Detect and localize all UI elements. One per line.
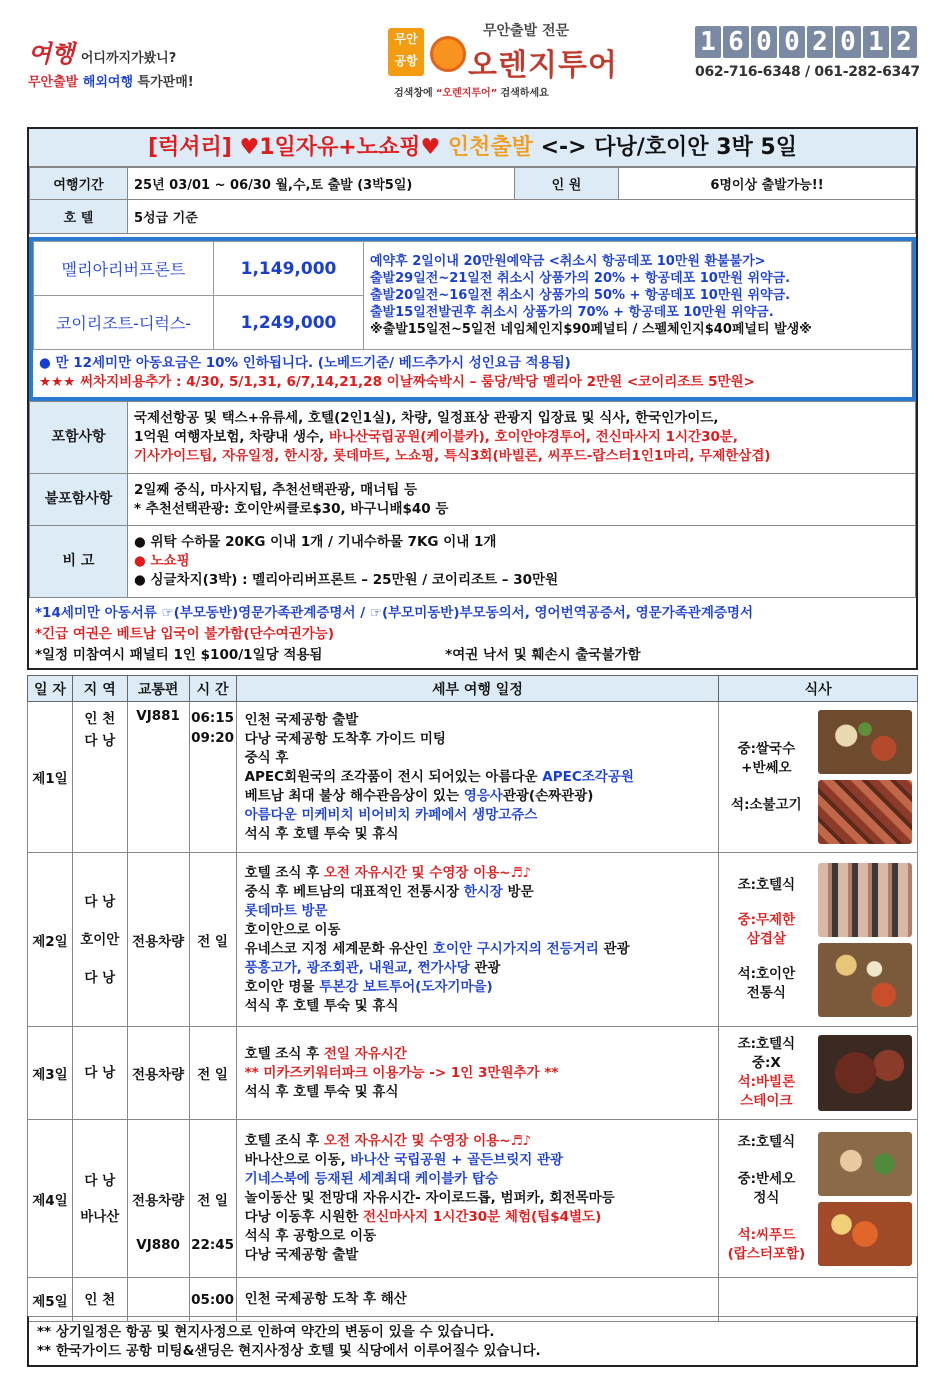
plan-line xyxy=(245,787,711,806)
itinerary-note: ** 한국가이드 공항 미팅&샌딩은 현지사정상 호텔 및 식당에서 이루어질수 있습니다. xyxy=(37,1343,541,1359)
plan-text: 관광(손짜관광) xyxy=(502,787,594,804)
transport-type: 전용차량 xyxy=(132,1192,185,1209)
food-photo xyxy=(818,1132,912,1196)
time: 전 일 xyxy=(197,1192,228,1209)
remarks-items xyxy=(128,526,916,598)
plan-highlight: 전일 자유시간 xyxy=(323,1045,407,1062)
hotel-name-melia: 멜리아리버프론트 xyxy=(34,242,214,296)
food-photo xyxy=(818,710,912,774)
food-photo xyxy=(818,780,912,844)
plan-line: 다낭 국제공항 도착후 가이드 미팅 xyxy=(244,730,446,747)
people-label: 인 원 xyxy=(515,168,619,200)
included-highlight: 바나산국립공원(케이블카), 호이안야경투어, 전신마사지 1시간30분, xyxy=(328,429,739,445)
plan-line xyxy=(245,959,711,978)
bullet-icon: ● xyxy=(134,553,146,569)
food-photo xyxy=(818,943,912,1017)
plan-highlight: 오전 자유시간 및 수영장 이용~♬♪ xyxy=(323,864,532,881)
cancellation-policy xyxy=(364,242,912,350)
plan-text: 호텔 조식 후 xyxy=(244,1133,324,1149)
penalty-note-row xyxy=(35,645,753,666)
cancel-note: 예약후 2일이내 20만원예약금 <취소시 항공데포 10만원 환불불가> xyxy=(370,254,766,269)
document-notes xyxy=(35,603,753,666)
plan-highlight: 투본강 보트투어(도자기마을) xyxy=(319,978,493,995)
food-photo xyxy=(818,1202,912,1266)
promo-overseas: 해외여행 xyxy=(82,75,133,90)
day-plan xyxy=(236,853,719,1027)
region: 다 낭 xyxy=(84,1172,116,1189)
page-header xyxy=(0,0,938,118)
plan-text: 바나산으로 이동, xyxy=(244,1152,351,1168)
plan-line xyxy=(245,1208,711,1227)
main-phone-number xyxy=(695,26,920,58)
food-photo xyxy=(818,1035,912,1111)
plan-text: 방문 xyxy=(502,883,534,900)
child-discount-note: ● 만 12세미만 아동요금은 10% 인하됩니다. (노베드기준/ 베드추가시 성인요금 적용됨) xyxy=(39,355,571,371)
meal: 스테이크 xyxy=(740,1093,793,1109)
col-itinerary: 세부 여행 일정 xyxy=(236,676,719,702)
meal: 조:호텔식 xyxy=(737,1134,796,1150)
flight-number: VJ880 xyxy=(136,1236,180,1253)
meal: 중:쌀국수 xyxy=(737,740,796,757)
price-koi: 1,249,000 xyxy=(214,296,364,350)
meal: 석:호이안 xyxy=(737,966,796,982)
surcharge-text: 써차지비용추가 : 4/30, 5/1,31, 6/7,14,21,28 이날짜숙박시 – 룸당/박당 멜리아 2만원 <코이리조트 5만원> xyxy=(75,374,755,390)
plan-line xyxy=(245,940,711,959)
promo-line xyxy=(28,71,258,90)
promo-muan: 무안출발 xyxy=(28,75,79,90)
passport-damage-note: *여권 낙서 및 훼손시 출국불가함 xyxy=(445,647,641,663)
day-meals xyxy=(719,702,814,853)
region: 다 낭 xyxy=(72,1027,127,1120)
col-meals: 식사 xyxy=(719,676,918,702)
col-day: 일 자 xyxy=(28,676,73,702)
day-meals xyxy=(719,1278,814,1322)
itinerary-note: ** 상기일정은 항공 및 현지사정으로 인하여 약간의 변동이 있을 수 있습니다. xyxy=(37,1324,495,1340)
plan-line: 석식 후 호텔 투숙 및 휴식 xyxy=(244,997,399,1014)
meal-photos xyxy=(813,702,917,853)
orange-icon xyxy=(430,36,466,72)
hotel-label: 호 텔 xyxy=(30,200,128,234)
day-regions xyxy=(72,853,127,1027)
day-meals xyxy=(719,1027,814,1120)
itinerary-row-day4 xyxy=(28,1120,918,1278)
plan-line xyxy=(245,768,711,787)
meal-photos xyxy=(813,1278,917,1322)
detail-table xyxy=(29,401,916,598)
cancel-note: 출발20일전~16일전 취소시 상품가의 50% + 항공데포 10만원 위약금. xyxy=(370,288,791,303)
plan-text: 유네스코 지정 세계문화 유산인 xyxy=(244,940,433,957)
time: 05:00 xyxy=(189,1278,236,1322)
region: 다 낭 xyxy=(84,733,116,749)
meal: 석:소불고기 xyxy=(731,796,802,813)
region: 인 천 xyxy=(84,711,116,727)
remark-luggage: ● 위탁 수하물 20KG 이내 1개 / 기내수하물 7KG 이내 1개 xyxy=(134,534,497,550)
flight-number: VJ881 xyxy=(127,702,189,853)
slogan-script: 여행 xyxy=(28,39,75,68)
period-value: 25년 03/01 ~ 06/30 월,수,토 출발 (3박5일) xyxy=(128,168,515,200)
plan-text: 베트남 최대 불상 해수관음상이 있는 xyxy=(244,787,464,804)
food-photo xyxy=(818,863,912,937)
included-line xyxy=(134,428,909,447)
day-times xyxy=(189,702,236,853)
package-title xyxy=(29,129,916,167)
logo-tagline: 무안출발 전문 xyxy=(483,23,570,39)
child-and-surcharge xyxy=(33,350,912,392)
penalty-note: *일정 미참여시 패널티 1인 $100/1일당 적용됨 xyxy=(35,647,323,663)
meal: 석:바빌론 xyxy=(737,1074,796,1090)
plan-highlight: APEC조각공원 xyxy=(542,768,634,785)
region: 호이안 xyxy=(80,931,120,948)
phone-digit: 2 xyxy=(807,26,833,58)
cancel-note: 출발29일전~21일전 취소시 상품가의 20% + 항공데포 10만원 위약금. xyxy=(370,271,791,286)
plan-line: 다낭 국제공항 출발 xyxy=(244,1247,359,1263)
cancel-note: ※출발15일전~5일전 네임체인지$90페널티 / 스펠체인지$40페널티 발생※ xyxy=(370,322,812,337)
col-region: 지 역 xyxy=(72,676,127,702)
excluded-line: * 추천선택관광: 호이안씨클로$30, 바구니배$40 등 xyxy=(134,500,449,517)
phone-digit: 1 xyxy=(863,26,889,58)
included-line: 기사가이드팁, 자유일정, 한시장, 롯데마트, 노쇼핑, 특식3회(바빌론, 씨푸드-랍스터1인1마리, 무제한삼겹) xyxy=(134,448,771,464)
itinerary-row-day1 xyxy=(28,702,918,853)
itinerary-table xyxy=(27,675,918,1322)
no-shopping-text: 노쇼핑 xyxy=(145,553,190,569)
title-departure: 인천출발 xyxy=(447,135,533,160)
star-icon: ★★★ xyxy=(39,374,76,390)
hotel-value: 5성급 기준 xyxy=(128,200,916,234)
phone-digit: 1 xyxy=(695,26,721,58)
remark-single-charge: ● 싱글차지(3박) : 멜리아리버프론트 – 25만원 / 코이리조트 – 30만원 xyxy=(134,572,559,588)
itinerary-row-day5 xyxy=(28,1278,918,1322)
time: 전 일 xyxy=(189,853,236,1027)
search-hint-pre: 검색창에 xyxy=(394,88,433,99)
plan-line xyxy=(245,978,711,997)
region: 다 낭 xyxy=(84,969,116,986)
promo-special: 특가판매! xyxy=(137,75,194,90)
plan-line xyxy=(245,883,711,902)
meal: 중:X xyxy=(751,1055,781,1071)
col-transport: 교통편 xyxy=(127,676,189,702)
transport-type: 전용차량 xyxy=(127,853,189,1027)
title-luxury: [럭셔리] ♥1일자유+노쇼핑♥ xyxy=(148,135,441,160)
excluded-line: 2일째 중식, 마사지팁, 추천선택관광, 매너팁 등 xyxy=(134,481,418,498)
day-meals xyxy=(719,1120,814,1278)
search-hint xyxy=(394,84,549,99)
day-label: 제2일 xyxy=(28,853,73,1027)
meal: (랍스터포함) xyxy=(727,1246,806,1262)
price-box xyxy=(29,237,916,401)
remarks-label: 비 고 xyxy=(30,526,128,598)
plan-line: 롯데마트 방문 xyxy=(244,902,328,919)
plan-text: 관광 xyxy=(598,940,630,957)
plan-line: 기네스북에 등재된 세계최대 케이블카 탑승 xyxy=(244,1171,499,1187)
phone-digit: 0 xyxy=(779,26,805,58)
plan-line: ** 미카즈키워터파크 이용가능 -> 1인 3만원추가 ** xyxy=(244,1064,559,1081)
itinerary-row-day2 xyxy=(28,853,918,1027)
day-meals xyxy=(719,853,814,1027)
included-items xyxy=(128,402,916,474)
price-table xyxy=(33,241,912,350)
day-plan: 인천 국제공항 도착 후 해산 xyxy=(236,1278,719,1322)
search-hint-post: 검색하세요 xyxy=(500,88,549,99)
plan-line: 석식 후 호텔 투숙 및 휴식 xyxy=(244,825,399,842)
cancel-note: 출발15일전발권후 취소시 상품가의 70% + 항공데포 10만원 위약금. xyxy=(370,305,774,320)
day-regions xyxy=(72,702,127,853)
phone-digit: 6 xyxy=(723,26,749,58)
plan-line: 놀이동산 및 전망대 자유시간- 자이로드롭, 범퍼카, 회전목마등 xyxy=(244,1190,615,1206)
plan-line xyxy=(245,1151,711,1170)
meal: 삼겹살 xyxy=(746,931,786,947)
transport-empty xyxy=(127,1278,189,1322)
muan-airport-badge: 무안 공항 xyxy=(388,28,424,76)
phone-digit: 0 xyxy=(835,26,861,58)
plan-text: 관광 xyxy=(469,959,501,976)
day-times xyxy=(189,1120,236,1278)
time: 09:20 xyxy=(191,730,235,746)
transport-type: 전용차량 xyxy=(127,1027,189,1120)
info-table xyxy=(29,167,916,234)
orange-tour-logo xyxy=(388,20,628,100)
plan-highlight: 한시장 xyxy=(463,883,503,900)
plan-highlight: 전신마사지 1시간30분 체험(팁$4별도) xyxy=(363,1209,602,1225)
package-summary xyxy=(27,127,918,670)
plan-text: APEC회원국의 조각품이 전시 되어있는 아름다운 xyxy=(244,768,543,785)
plan-text: 다낭 이동후 시원한 xyxy=(244,1209,364,1225)
phone-digit: 0 xyxy=(751,26,777,58)
col-time: 시 간 xyxy=(189,676,236,702)
day-regions xyxy=(72,1120,127,1278)
plan-highlight: 호이안 구시가지의 전등거리 xyxy=(432,940,599,957)
day-plan xyxy=(236,1120,719,1278)
meal: 조:호텔식 xyxy=(737,877,796,893)
meal-photos xyxy=(813,853,917,1027)
included-text: 1억원 여행자보험, 차량내 생수, xyxy=(134,429,329,445)
day-label: 제4일 xyxy=(28,1120,73,1278)
meal: 중:반세오 xyxy=(737,1171,796,1187)
plan-highlight: 바나산 국립공원 + 골든브릿지 관광 xyxy=(350,1152,564,1168)
meal: 중:무제한 xyxy=(737,912,796,928)
time: 22:45 xyxy=(191,1236,235,1253)
time: 06:15 xyxy=(191,710,235,726)
phone-digit: 2 xyxy=(891,26,917,58)
plan-line xyxy=(245,1132,711,1151)
day-label: 제5일 xyxy=(28,1278,73,1322)
plan-text: 중식 후 베트남의 대표적인 전통시장 xyxy=(244,883,464,900)
plan-text: 호이안 명물 xyxy=(244,978,320,995)
period-label: 여행기간 xyxy=(30,168,128,200)
meal: 석:씨푸드 xyxy=(737,1227,796,1243)
plan-line: 석식 후 공항으로 이동 xyxy=(244,1228,377,1244)
search-hint-keyword: “오렌지투어” xyxy=(435,88,498,99)
excluded-label: 불포함사항 xyxy=(30,474,128,526)
itinerary-header-row xyxy=(28,676,918,702)
meal: 전통식 xyxy=(746,985,786,1001)
day-label: 제3일 xyxy=(28,1027,73,1120)
time: 전 일 xyxy=(189,1027,236,1120)
logo-wordmark: 오렌지투어 xyxy=(468,48,618,83)
plan-line: 아름다운 미케비치 비어비치 카페에서 생망고쥬스 xyxy=(244,806,538,823)
plan-text: 호텔 조식 후 xyxy=(244,864,324,881)
people-value: 6명이상 출발가능!! xyxy=(619,168,916,200)
meal-photos xyxy=(813,1120,917,1278)
plan-highlight: 영응사 xyxy=(463,787,503,804)
region: 다 낭 xyxy=(84,893,116,910)
plan-line: 석식 후 호텔 투숙 및 휴식 xyxy=(244,1083,399,1100)
meal: 정식 xyxy=(753,1190,780,1206)
slogan-block xyxy=(28,34,258,90)
included-line: 국제선항공 및 택스+유류세, 호텔(2인1실), 차량, 일정표상 관광지 입장료 및 식사, 한국인가이드, xyxy=(134,410,719,426)
plan-line: 인천 국제공항 출발 xyxy=(244,711,359,728)
plan-line xyxy=(245,864,711,883)
region: 바나산 xyxy=(80,1208,120,1225)
day-plan xyxy=(236,1027,719,1120)
meal-photos xyxy=(813,1027,917,1120)
region: 인 천 xyxy=(72,1278,127,1322)
plan-text: 호텔 조식 후 xyxy=(244,1045,324,1062)
excluded-items xyxy=(128,474,916,526)
surcharge-note xyxy=(39,373,906,392)
itinerary-row-day3 xyxy=(28,1027,918,1120)
sub-phone-numbers: 062-716-6348 / 061-282-6347 xyxy=(695,64,920,80)
plan-line: 중식 후 xyxy=(244,749,289,766)
hotel-name-koi: 코이리조트-디럭스- xyxy=(34,296,214,350)
plan-highlight: 오전 자유시간 및 수영장 이용~♬♪ xyxy=(323,1133,532,1149)
day-plan xyxy=(236,702,719,853)
remark-no-shopping xyxy=(134,552,909,571)
plan-line xyxy=(245,1045,711,1064)
plan-line: 호이안으로 이동 xyxy=(244,921,341,938)
included-label: 포함사항 xyxy=(30,402,128,474)
plan-highlight: 풍흥고가, 광조회관, 내원교, 쩐가사당 xyxy=(244,959,470,976)
title-destination: <-> 다낭/호이안 3박 5일 xyxy=(540,135,797,160)
slogan-question: 어디까지가봤니? xyxy=(80,51,177,66)
phone-block xyxy=(695,26,920,80)
passport-note: *긴급 여권은 베트남 입국이 불가함(단수여권가능) xyxy=(35,626,335,642)
meal: 조:호텔식 xyxy=(737,1036,796,1052)
price-melia: 1,149,000 xyxy=(214,242,364,296)
day-label: 제1일 xyxy=(28,702,73,853)
itinerary-footnotes xyxy=(27,1316,918,1367)
day-transport xyxy=(127,1120,189,1278)
meal: +반쎄오 xyxy=(741,759,792,776)
child-documents-note: *14세미만 아동서류 ☞(부모동반)영문가족관계증명서 / ☞(부모미동반)부모동의서, 영어번역공증서, 영문가족관계증명서 xyxy=(35,605,754,621)
